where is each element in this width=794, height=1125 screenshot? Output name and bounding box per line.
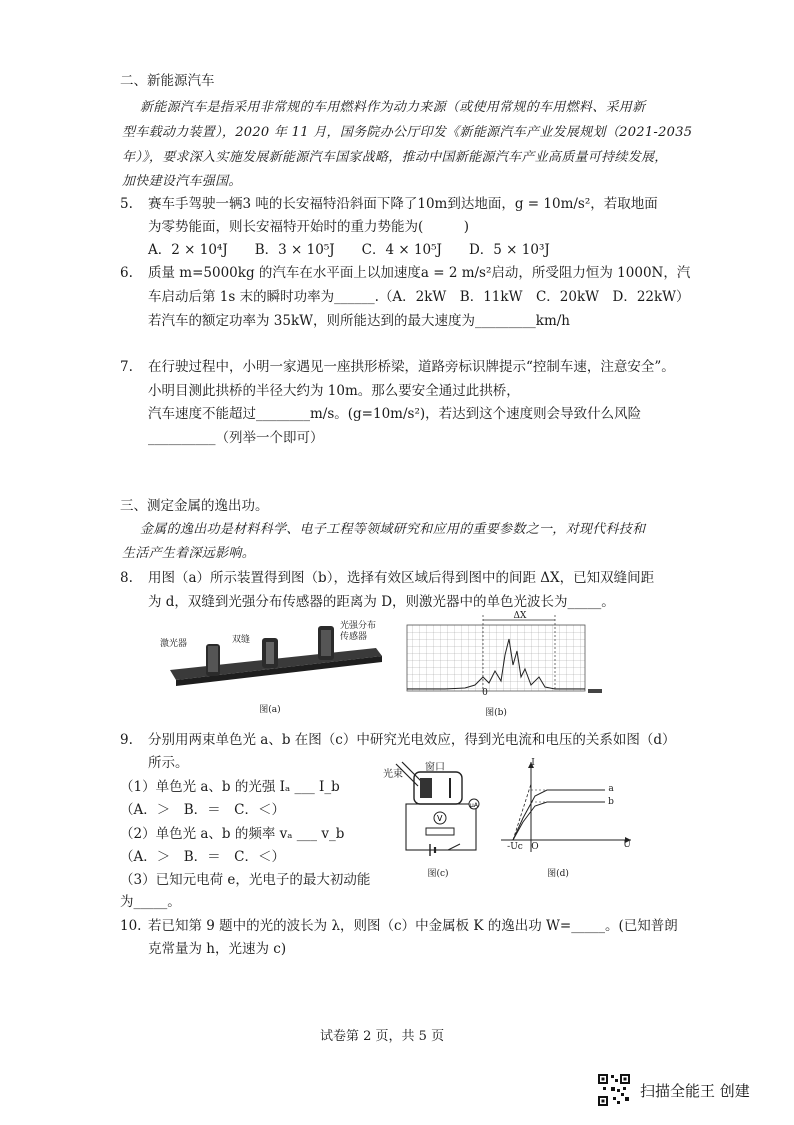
section2-intro-line1: 新能源汽车是指采用非常规的车用燃料作为动力来源（或使用常规的车用燃料、采用新 bbox=[140, 100, 646, 115]
q9-part1: （1）单色光 a、b 的光强 Iₐ ___ I_b bbox=[120, 779, 340, 795]
figure-d-curve-a: a bbox=[608, 784, 614, 794]
q9-part3-answer: 为_____。 bbox=[120, 894, 181, 910]
section3-intro-line2: 生活产生着深远影响。 bbox=[122, 546, 256, 561]
q9-part3: （3）已知元电荷 e，光电子的最大初动能 bbox=[120, 872, 371, 888]
figure-d-axis-i: I bbox=[531, 758, 535, 768]
figure-c-window-label: 窗口 bbox=[425, 762, 445, 773]
q9-line2: 所示。 bbox=[148, 755, 189, 771]
figure-c-light-label: 光束 bbox=[383, 769, 403, 780]
svg-text:V: V bbox=[437, 814, 443, 823]
figure-a-label-sensor-line1: 光强分布 bbox=[340, 621, 377, 631]
q9-part2: （2）单色光 a、b 的频率 vₐ ___ v_b bbox=[120, 826, 345, 842]
q10-line2: 克常量为 h，光速为 c) bbox=[148, 941, 287, 957]
figure-b-origin-label: 0 bbox=[482, 688, 488, 698]
q7-line2: 小明目测此拱桥的半径大约为 10m。那么要安全通过此拱桥， bbox=[148, 383, 520, 399]
figure-b-intensity-plot bbox=[405, 611, 605, 697]
q10-line1: 若已知第 9 题中的光的波长为 λ，则图（c）中金属板 K 的逸出功 W=_____。(已知普朗 bbox=[148, 918, 678, 934]
figure-a-label-slit: 双缝 bbox=[232, 635, 251, 645]
q6-line1: 质量 m=5000kg 的汽车在水平面上以加速度a = 2 m/s²启动，所受阻力恒为 1000N，汽 bbox=[148, 265, 691, 281]
svg-text:μA: μA bbox=[470, 802, 478, 809]
figure-a-label-laser: 激光器 bbox=[160, 639, 188, 649]
figure-a-caption: 图(a) bbox=[259, 705, 281, 715]
q7-number: 7. bbox=[120, 359, 133, 375]
q7-line1: 在行驶过程中，小明一家遇见一座拱形桥梁，道路旁标识牌提示“控制车速，注意安全”。 bbox=[148, 359, 675, 375]
q8-number: 8. bbox=[120, 570, 133, 586]
figure-b-delta-label: ΔX bbox=[513, 611, 527, 621]
figure-d-origin: O bbox=[531, 842, 539, 852]
q9-part2-options: （A．＞ B．＝ C．＜） bbox=[120, 849, 285, 865]
figure-b-caption: 图(b) bbox=[485, 708, 507, 718]
q5-options: A．2 × 10⁴J B．3 × 10⁵J C．4 × 10⁵J D．5 × 10³J bbox=[148, 242, 550, 258]
q9-line1: 分别用两束单色光 a、b 在图（c）中研究光电效应，得到光电流和电压的关系如图（d） bbox=[148, 732, 676, 748]
scanner-watermark: 扫描全能王 创建 bbox=[640, 1082, 750, 1100]
section2-intro-line2: 型车载动力装置），2020 年 11 月，国务院办公厅印发《新能源汽车产业发展规划（2021-2035 bbox=[122, 125, 693, 140]
q5-number: 5. bbox=[120, 196, 133, 212]
q9-number: 9. bbox=[120, 732, 133, 748]
q10-number: 10. bbox=[120, 918, 142, 934]
q6-line3: 若汽车的额定功率为 35kW，则所能达到的最大速度为_________km/h bbox=[148, 313, 570, 329]
q8-line2: 为 d，双缝到光强分布传感器的距离为 D，则激光器中的单色光波长为_____。 bbox=[148, 594, 615, 610]
page-footer: 试卷第 2 页，共 5 页 bbox=[320, 1029, 445, 1044]
q5-line2: 为零势能面，则长安福特开始时的重力势能为( ) bbox=[148, 219, 470, 235]
q7-line4: __________（列举一个即可） bbox=[148, 430, 324, 446]
section3-heading: 三、测定金属的逸出功。 bbox=[120, 498, 269, 514]
section2-intro-line3: 年）》，要求深入实施发展新能源汽车国家战略，推动中国新能源汽车产业高质量可持续发展， bbox=[122, 150, 668, 165]
section2-intro-line4: 加快建设汽车强国。 bbox=[122, 174, 242, 189]
figure-d-stop-voltage: -Uc bbox=[507, 842, 523, 852]
q6-line2: 车启动后第 1s 末的瞬时功率为______.（A．2kW B．11kW C．20kW D．22kW） bbox=[148, 289, 690, 305]
q8-line1: 用图（a）所示装置得到图（b），选择有效区域后得到图中的间距 ΔX，已知双缝间距 bbox=[148, 570, 655, 586]
q9-part1-options: （A．＞ B．＝ C．＜） bbox=[120, 802, 285, 818]
q7-line3: 汽车速度不能超过________m/s。(g=10m/s²)，若达到这个速度则会导致什么风险 bbox=[148, 406, 642, 422]
section3-intro-line1: 金属的逸出功是材料科学、电子工程等领域研究和应用的重要参数之一，对现代科技和 bbox=[140, 522, 646, 537]
figure-d-caption: 图(d) bbox=[547, 869, 569, 879]
figure-d-curve-b: b bbox=[608, 797, 614, 807]
q6-number: 6. bbox=[120, 265, 133, 281]
figure-c-caption: 图(c) bbox=[427, 869, 449, 879]
figure-d-axis-u: U bbox=[623, 840, 631, 850]
qr-code-icon bbox=[597, 1073, 631, 1107]
q5-line1: 赛车手驾驶一辆3 吨的长安福特沿斜面下降了10m到达地面，g = 10m/s²，若取地面 bbox=[148, 196, 658, 212]
figure-a-label-sensor-line2: 传感器 bbox=[340, 632, 368, 642]
section2-heading: 二、新能源汽车 bbox=[120, 73, 215, 89]
